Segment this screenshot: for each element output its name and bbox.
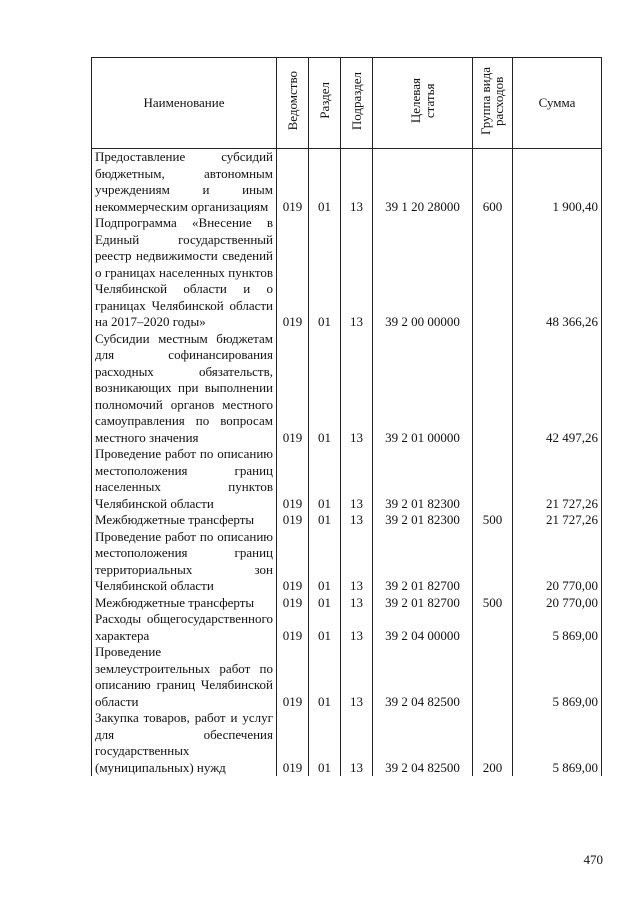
cell-dept: 019 <box>277 149 309 216</box>
header-target: Целевая статья <box>407 78 437 124</box>
cell-name: Проведение работ по описанию местоположения границ территориальных зон Челябинской области <box>92 529 277 595</box>
cell-sum: 42 497,26 <box>513 331 602 447</box>
cell-dept: 019 <box>277 710 309 776</box>
cell-exp-group <box>473 611 513 644</box>
cell-section: 01 <box>309 446 341 512</box>
cell-sum: 5 869,00 <box>513 611 602 644</box>
cell-name: Межбюджетные трансферты <box>92 595 277 612</box>
cell-name: Проведение землеустроительных работ по описанию границ Челябинской области <box>92 644 277 710</box>
cell-section: 01 <box>309 595 341 612</box>
cell-section: 01 <box>309 512 341 529</box>
cell-subsection: 13 <box>341 595 373 612</box>
header-subsection: Подраздел <box>348 71 364 130</box>
cell-dept: 019 <box>277 595 309 612</box>
cell-dept: 019 <box>277 611 309 644</box>
cell-target: 39 2 04 00000 <box>373 611 473 644</box>
cell-subsection: 13 <box>341 611 373 644</box>
cell-sum: 48 366,26 <box>513 215 602 331</box>
cell-dept: 019 <box>277 644 309 710</box>
cell-subsection: 13 <box>341 512 373 529</box>
cell-target: 39 2 01 82300 <box>373 446 473 512</box>
cell-target: 39 1 20 28000 <box>373 149 473 216</box>
table-header <box>92 58 602 149</box>
table-row <box>92 446 602 512</box>
table-row <box>92 331 602 447</box>
cell-subsection: 13 <box>341 215 373 331</box>
cell-target: 39 2 00 00000 <box>373 215 473 331</box>
cell-dept: 019 <box>277 215 309 331</box>
header-section: Раздел <box>316 82 332 120</box>
page-number: 470 <box>583 852 603 867</box>
table-row <box>92 611 602 644</box>
table-row <box>92 149 602 216</box>
cell-exp-group: 600 <box>473 149 513 216</box>
cell-target: 39 2 01 82300 <box>373 512 473 529</box>
budget-table <box>91 57 602 776</box>
cell-target: 39 2 04 82500 <box>373 644 473 710</box>
cell-name: Подпрограмма «Внесение в Единый государственный реестр недвижимости сведений о границах населенных пунктов Челябинской области и о границах Челябинской области на 2017–2020 годы» <box>92 215 277 331</box>
cell-exp-group <box>473 529 513 595</box>
table-row <box>92 529 602 595</box>
cell-section: 01 <box>309 529 341 595</box>
cell-target: 39 2 01 82700 <box>373 595 473 612</box>
cell-section: 01 <box>309 215 341 331</box>
cell-exp-group <box>473 644 513 710</box>
cell-subsection: 13 <box>341 529 373 595</box>
cell-sum: 20 770,00 <box>513 595 602 612</box>
cell-dept: 019 <box>277 331 309 447</box>
cell-section: 01 <box>309 611 341 644</box>
table-row <box>92 512 602 529</box>
cell-section: 01 <box>309 149 341 216</box>
cell-dept: 019 <box>277 446 309 512</box>
table-row <box>92 644 602 710</box>
cell-sum: 20 770,00 <box>513 529 602 595</box>
cell-subsection: 13 <box>341 710 373 776</box>
cell-dept: 019 <box>277 512 309 529</box>
cell-sum: 5 869,00 <box>513 710 602 776</box>
cell-exp-group <box>473 331 513 447</box>
cell-target: 39 2 01 82700 <box>373 529 473 595</box>
cell-sum: 21 727,26 <box>513 446 602 512</box>
cell-target: 39 2 04 82500 <box>373 710 473 776</box>
cell-name: Проведение работ по описанию местоположения границ населенных пунктов Челябинской области <box>92 446 277 512</box>
cell-subsection: 13 <box>341 446 373 512</box>
cell-name: Расходы общегосударственного характера <box>92 611 277 644</box>
table-row <box>92 710 602 776</box>
cell-sum: 1 900,40 <box>513 149 602 216</box>
cell-exp-group: 200 <box>473 710 513 776</box>
cell-exp-group: 500 <box>473 595 513 612</box>
cell-section: 01 <box>309 331 341 447</box>
cell-exp-group <box>473 215 513 331</box>
header-sum: Сумма <box>513 58 602 149</box>
table-row <box>92 595 602 612</box>
table-row <box>92 215 602 331</box>
cell-subsection: 13 <box>341 644 373 710</box>
cell-target: 39 2 01 00000 <box>373 331 473 447</box>
header-exp-group: Группа вида расходов <box>477 66 506 135</box>
cell-name: Закупка товаров, работ и услуг для обеспечения государственных (муниципальных) нужд <box>92 710 277 776</box>
cell-exp-group <box>473 446 513 512</box>
cell-subsection: 13 <box>341 149 373 216</box>
cell-subsection: 13 <box>341 331 373 447</box>
cell-dept: 019 <box>277 529 309 595</box>
header-dept: Ведомство <box>284 71 300 131</box>
cell-exp-group: 500 <box>473 512 513 529</box>
cell-name: Субсидии местным бюджетам для софинансирования расходных обязательств, возникающих при выполнении полномочий органов местного самоуправления по вопросам местного значения <box>92 331 277 447</box>
cell-name: Межбюджетные трансферты <box>92 512 277 529</box>
cell-name: Предоставление субсидий бюджетным, автономным учреждениям и иным некоммерческим организациям <box>92 149 277 216</box>
cell-sum: 21 727,26 <box>513 512 602 529</box>
cell-section: 01 <box>309 644 341 710</box>
table-body <box>92 149 602 777</box>
cell-sum: 5 869,00 <box>513 644 602 710</box>
cell-section: 01 <box>309 710 341 776</box>
header-name: Наименование <box>92 58 277 149</box>
